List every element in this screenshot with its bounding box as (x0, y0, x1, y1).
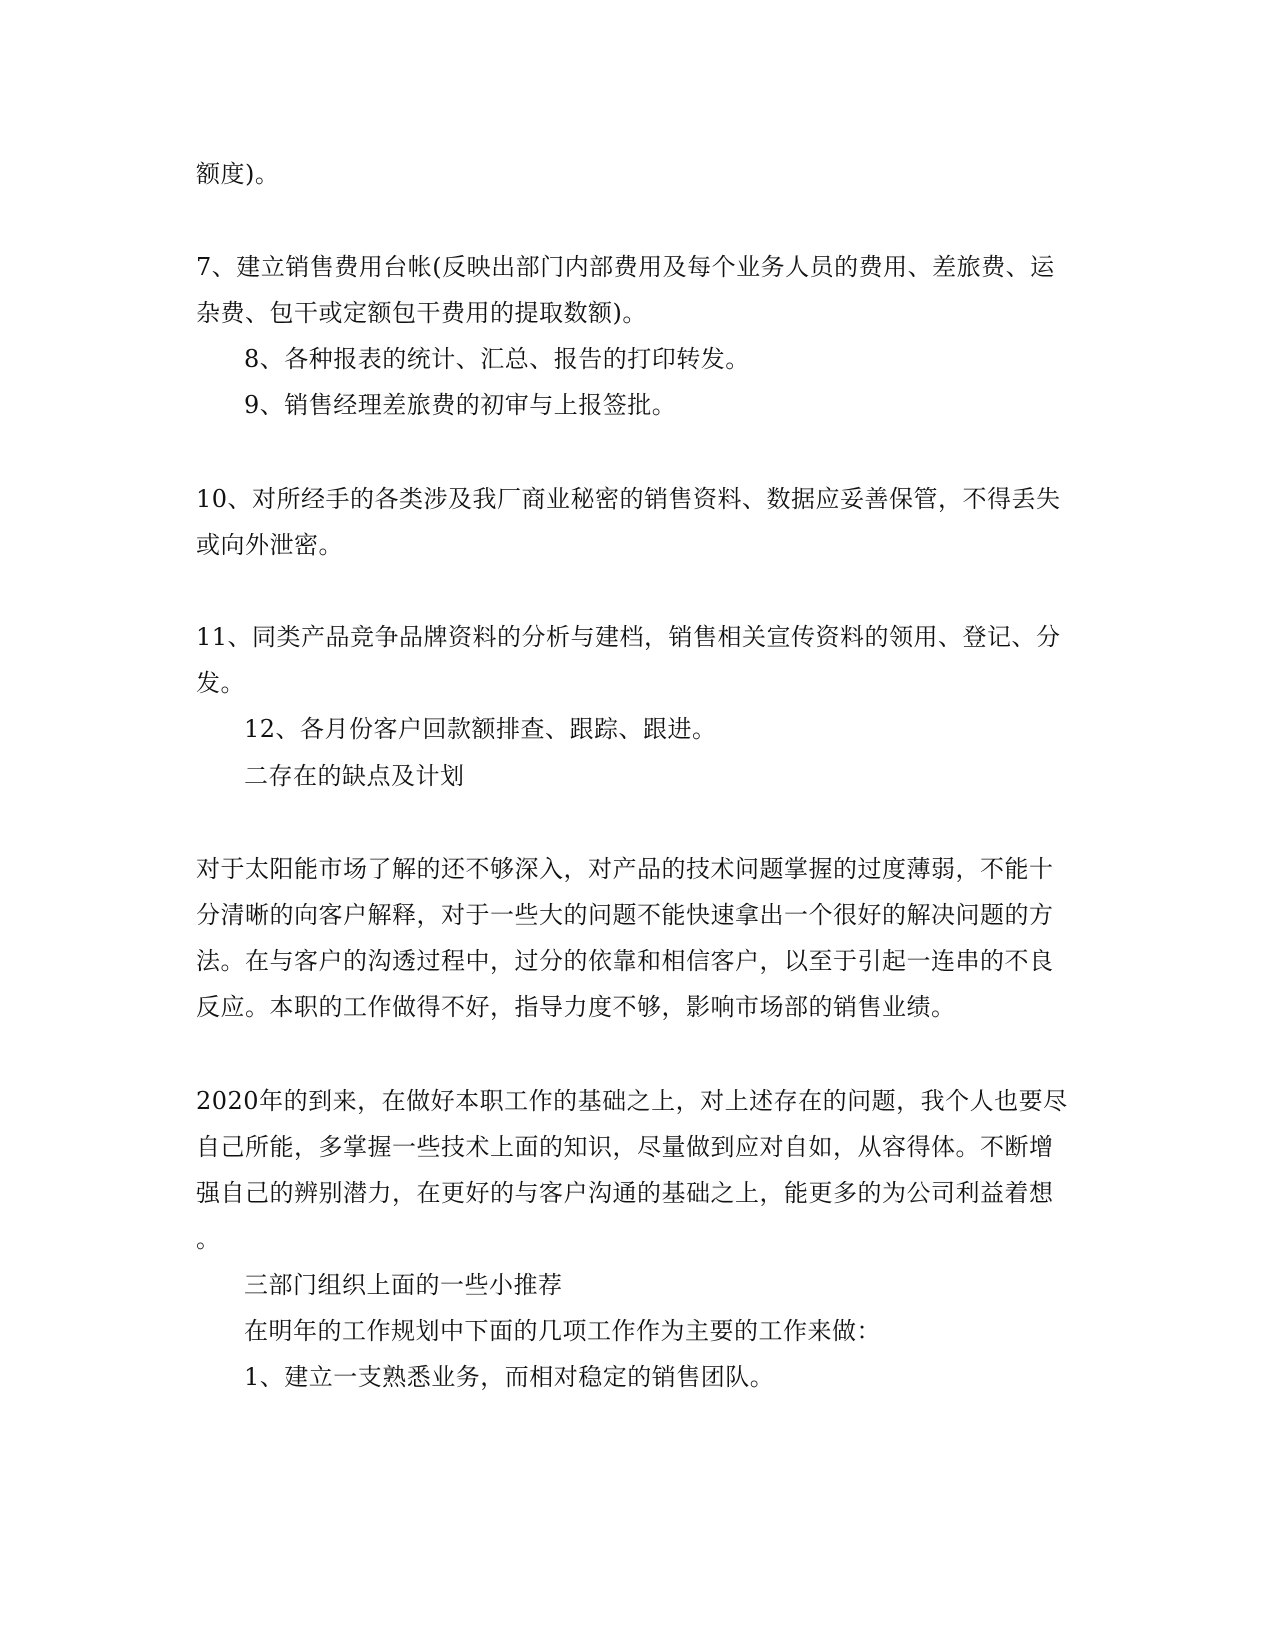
text-line: 杂费、包干或定额包干费用的提取数额)。 (196, 299, 647, 327)
section-heading: 三部门组织上面的一些小推荐 (244, 1271, 563, 1299)
text-line: 法。在与客户的沟透过程中，过分的依靠和相信客户，以至于引起一连串的不良 (196, 947, 1054, 975)
section-heading: 二存在的缺点及计划 (244, 762, 465, 790)
text-line: 11、同类产品竞争品牌资料的分析与建档，销售相关宣传资料的领用、登记、分 (196, 623, 1061, 651)
text-line: 强自己的辨别潜力，在更好的与客户沟通的基础之上，能更多的为公司利益着想 (196, 1179, 1054, 1207)
text-line: 或向外泄密。 (196, 531, 343, 559)
text-line: 发。 (196, 669, 245, 697)
text-line: 8、各种报表的统计、汇总、报告的打印转发。 (244, 345, 750, 373)
text-line: 分清晰的向客户解释，对于一些大的问题不能快速拿出一个很好的解决问题的方 (196, 901, 1054, 929)
text-line: 反应。本职的工作做得不好，指导力度不够，影响市场部的销售业绩。 (196, 993, 956, 1021)
text-line: 9、销售经理差旅费的初审与上报签批。 (244, 391, 677, 419)
text-line: 。 (196, 1225, 221, 1253)
text-line: 2020年的到来，在做好本职工作的基础之上，对上述存在的问题，我个人也要尽 (196, 1087, 1068, 1115)
text-line: 10、对所经手的各类涉及我厂商业秘密的销售资料、数据应妥善保管，不得丢失 (196, 485, 1061, 513)
text-line: 对于太阳能市场了解的还不够深入，对产品的技术问题掌握的过度薄弱，不能十 (196, 855, 1054, 883)
text-line: 1、建立一支熟悉业务，而相对稳定的销售团队。 (244, 1363, 775, 1391)
text-line: 额度)。 (196, 160, 280, 188)
text-line: 自己所能，多掌握一些技术上面的知识，尽量做到应对自如，从容得体。不断增 (196, 1133, 1054, 1161)
text-line: 12、各月份客户回款额排查、跟踪、跟进。 (244, 715, 717, 743)
text-line: 7、建立销售费用台帐(反映出部门内部费用及每个业务人员的费用、差旅费、运 (196, 253, 1055, 281)
text-line: 在明年的工作规划中下面的几项工作作为主要的工作来做： (244, 1317, 881, 1345)
